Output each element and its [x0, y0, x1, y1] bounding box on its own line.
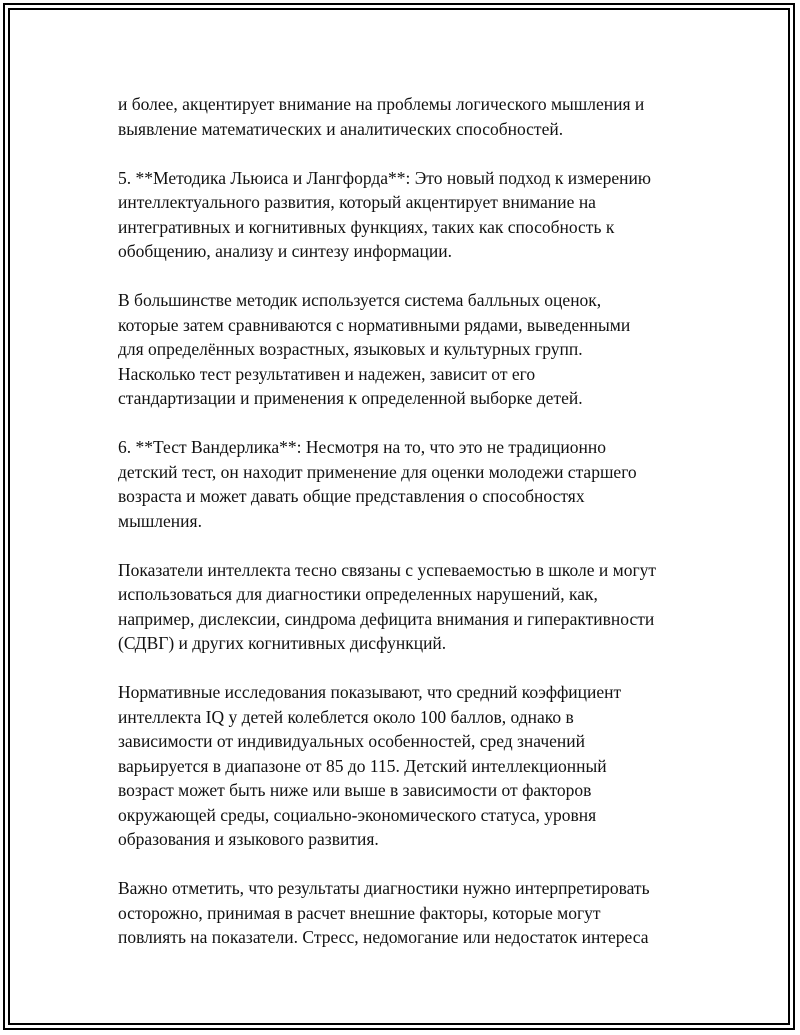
text-line: Важно отметить, что результаты диагностики нужно интерпретировать	[118, 878, 650, 898]
paragraph-normative-research	[118, 680, 698, 852]
text-line: и более, акцентирует внимание на проблемы логического мышления и	[118, 94, 645, 114]
paragraph-scoring-systems	[118, 288, 698, 411]
text-line: стандартизации и применения к определенной выборке детей.	[118, 388, 583, 408]
text-line: мышления.	[118, 510, 202, 531]
text-line: осторожно, принимая в расчет внешние факторы, которые могут	[118, 902, 601, 923]
paragraph-lewis-langford	[118, 166, 698, 264]
text-line: 6. **Тест Вандерлика**: Несмотря на то, что это не традиционно	[118, 437, 607, 457]
text-line: Нормативные исследования показывают, что средний коэффициент	[118, 682, 622, 702]
text-line: возраста и может давать общие представления о способностях	[118, 486, 585, 506]
text-line: окружающей среды, социально-экономического статуса, уровня	[118, 804, 597, 825]
text-line: образования и языкового развития.	[118, 829, 379, 849]
text-line: В большинстве методик используется система балльных оценок,	[118, 290, 602, 310]
text-line: (СДВГ) и других когнитивных дисфункций.	[118, 633, 447, 653]
text-line: Насколько тест результативен и надежен, зависит от его	[118, 363, 536, 384]
text-line: 5. **Методика Льюиса и Лангфорда**: Это новый подход к измерению	[118, 167, 651, 188]
text-line: например, дислексии, синдрома дефицита внимания и гиперактивности	[118, 608, 655, 629]
text-line: которые затем сравниваются с нормативными рядами, выведенными	[118, 314, 631, 335]
paragraph-wonderlic-test	[118, 435, 698, 533]
text-line: интеллекта IQ у детей колеблется около 100 баллов, однако в	[118, 706, 574, 727]
text-line: для определённых возрастных, языковых и культурных групп.	[118, 339, 583, 359]
text-line: интеллектуального развития, который акцентирует внимание на	[118, 192, 596, 212]
paragraph-intelligence-indicators	[118, 558, 698, 656]
text-line: детский тест, он находит применение для оценки молодежи старшего	[118, 461, 637, 482]
paragraph-continuation	[118, 92, 698, 141]
text-line: варьируется в диапазоне от 85 до 115. Детский интеллекционный	[118, 755, 607, 776]
paragraph-interpretation-note	[118, 876, 698, 950]
text-line: выявление математических и аналитических способностей.	[118, 118, 564, 139]
text-line: Показатели интеллекта тесно связаны с успеваемостью в школе и могут	[118, 559, 657, 580]
text-line: интегративных и когнитивных функциях, таких как способность к	[118, 216, 615, 237]
text-line: возраст может быть ниже или выше в зависимости от факторов	[118, 780, 592, 800]
text-line: повлиять на показатели. Стресс, недомогание или недостаток интереса	[118, 927, 649, 947]
text-line: зависимости от индивидуальных особенностей, сред значений	[118, 731, 586, 751]
text-line: обобщению, анализу и синтезу информации.	[118, 241, 452, 261]
text-line: использоваться для диагностики определенных нарушений, как,	[118, 584, 598, 604]
document-body	[118, 92, 698, 974]
